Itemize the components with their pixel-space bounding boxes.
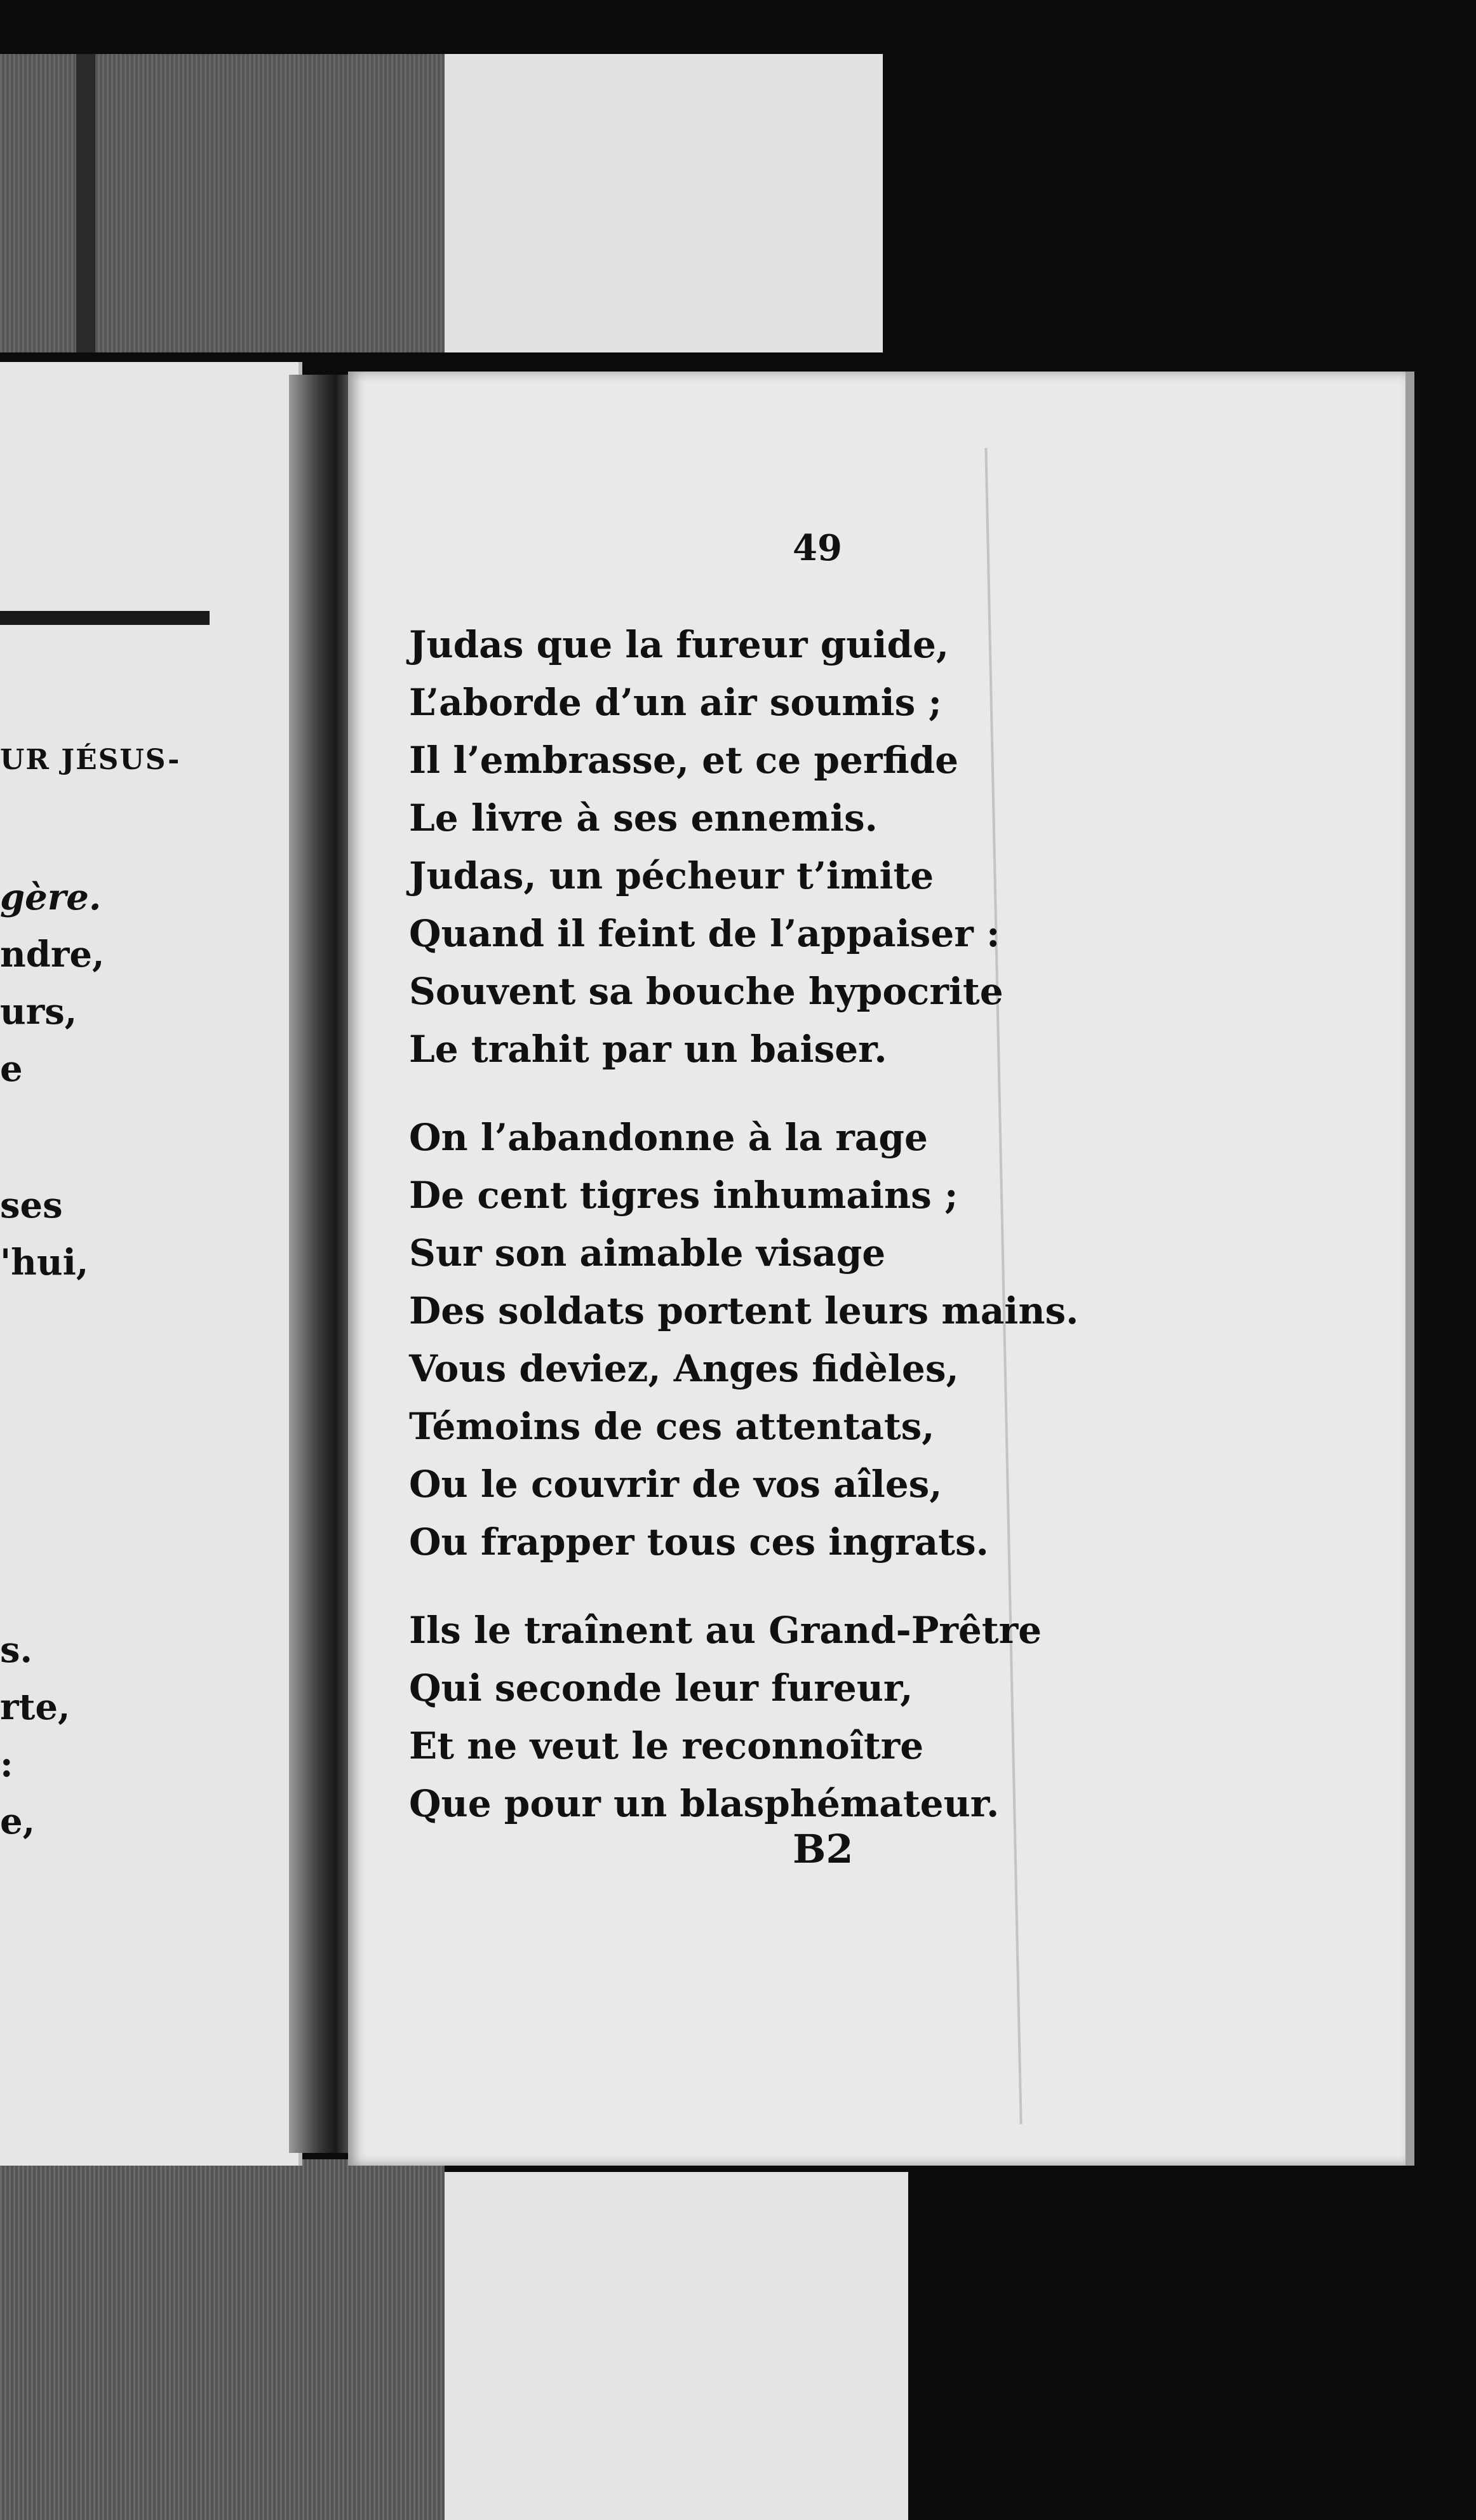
page-number: 49 [793, 527, 842, 569]
left-line-fragment: urs, [0, 991, 77, 1033]
left-line-fragment: : [0, 1743, 13, 1785]
verse-line: Souvent sa bouche hypocrite [409, 970, 1003, 1013]
paper-flap-bottom [445, 2172, 908, 2520]
left-line-fragment: gère. [0, 876, 102, 918]
verse-line: Le trahit par un baiser. [409, 1028, 887, 1071]
verse-line: L’aborde d’un air soumis ; [409, 681, 942, 724]
verse-line: Ils le traînent au Grand-Prêtre [409, 1609, 1042, 1652]
left-page [0, 362, 302, 2166]
stanza-1 [409, 616, 1108, 1078]
left-heading-fragment: UR JÉSUS- [0, 744, 181, 776]
left-line-fragment: 'hui, [0, 1242, 89, 1283]
verse-line: Ou le couvrir de vos aîles, [409, 1463, 943, 1506]
stanza-2 [409, 1109, 1108, 1571]
verse-line: On l’abandonne à la rage [409, 1116, 928, 1159]
left-line-fragment: e [0, 1048, 23, 1090]
verse-line: Témoins de ces attentats, [409, 1405, 935, 1448]
verse-line: Ou frapper tous ces ingrats. [409, 1520, 989, 1564]
verse-line: Sur son aimable visage [409, 1231, 886, 1275]
poem-text [409, 616, 1108, 1833]
verse-line: Quand il feint de l’appaiser : [409, 912, 1000, 955]
verse-line: Il l’embrasse, et ce perfide [409, 739, 959, 782]
stanza-gap [409, 1571, 1108, 1602]
binding-cloth-bottom [0, 2159, 445, 2520]
right-page [348, 372, 1414, 2166]
left-line-fragment: e, [0, 1800, 36, 1842]
stanza-gap [409, 1078, 1108, 1109]
binding-seam [76, 54, 95, 352]
verse-line: Le livre à ses ennemis. [409, 796, 878, 840]
left-line-fragment: rte, [0, 1686, 70, 1728]
binding-cloth-top [0, 54, 445, 352]
verse-line: Que pour un blasphémateur. [409, 1782, 1000, 1825]
verse-line: Qui seconde leur fureur, [409, 1666, 913, 1710]
book-gutter [289, 375, 356, 2153]
verse-line: Judas, un pécheur t’imite [409, 854, 934, 897]
left-line-fragment: s. [0, 1629, 33, 1671]
left-line-fragment: ndre, [0, 934, 105, 975]
verse-line: Et ne veut le reconnoître [409, 1724, 924, 1767]
paper-flap-top [445, 54, 883, 352]
left-line-fragment: ses [0, 1184, 63, 1226]
stanza-3 [409, 1602, 1108, 1833]
verse-line: Judas que la fureur guide, [409, 623, 949, 666]
verse-line: Vous deviez, Anges fidèles, [409, 1347, 959, 1390]
verse-line: De cent tigres inhumains ; [409, 1174, 958, 1217]
verse-line: Des soldats portent leurs mains. [409, 1289, 1079, 1332]
left-page-rule [0, 611, 210, 625]
signature-mark: B2 [793, 1826, 854, 1872]
